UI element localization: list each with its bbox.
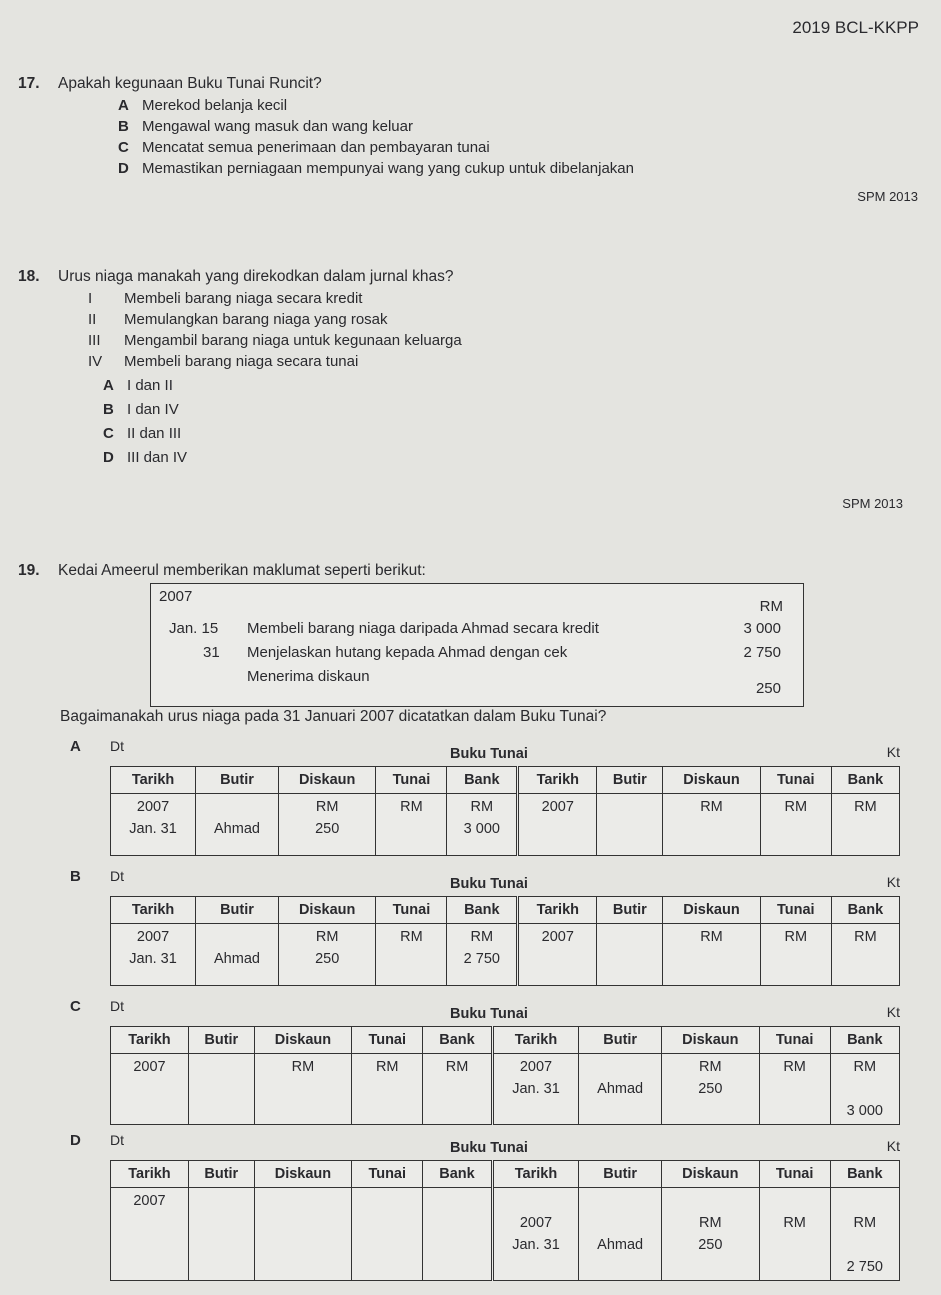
table-cell: RM 250 <box>662 1188 760 1281</box>
table-cell <box>597 924 663 986</box>
table-row <box>111 1054 900 1125</box>
option-letter: C <box>118 139 129 156</box>
table-title: Buku Tunai <box>450 876 528 892</box>
question-number: 18. <box>18 268 40 285</box>
table-row <box>111 794 900 856</box>
column-header: Tarikh <box>518 767 597 794</box>
column-header: Tunai <box>760 767 831 794</box>
source-label: SPM 2013 <box>842 496 903 511</box>
column-header: Diskaun <box>278 767 376 794</box>
header-row <box>111 897 900 924</box>
table-cell: Ahmad <box>579 1054 662 1125</box>
table-title: Buku Tunai <box>450 1006 528 1022</box>
answer-option-d[interactable] <box>70 1132 900 1275</box>
option-letter: A <box>70 738 81 755</box>
info-date: Jan. 15 <box>169 620 219 637</box>
column-header: Tunai <box>376 897 447 924</box>
option-letter: B <box>103 401 114 418</box>
answer-option <box>118 139 918 156</box>
debit-label: Dt <box>110 738 124 754</box>
info-description: Menjelaskan hutang kepada Ahmad dengan cek <box>247 644 568 661</box>
roman-numeral: I <box>88 290 93 307</box>
table-cell: RM <box>352 1054 423 1125</box>
info-amount: 250 <box>755 680 781 697</box>
statement-text: Membeli barang niaga secara tunai <box>124 353 359 370</box>
roman-numeral: IV <box>88 353 103 370</box>
table-cell: RM <box>663 924 761 986</box>
table-cell: RM 250 <box>278 924 376 986</box>
roman-numeral: II <box>88 311 97 328</box>
question-number: 19. <box>18 562 40 579</box>
cash-book-table <box>110 896 900 986</box>
table-cell <box>423 1188 492 1281</box>
option-text: II dan III <box>127 425 182 442</box>
option-letter: C <box>70 998 81 1015</box>
credit-label: Kt <box>886 874 900 890</box>
table-cell: RM 2 750 <box>830 1188 899 1281</box>
option-letter: D <box>70 1132 81 1149</box>
column-header: Tarikh <box>492 1161 579 1188</box>
option-text: III dan IV <box>127 449 188 466</box>
table-cell: RM <box>759 1054 830 1125</box>
header-row <box>111 1027 900 1054</box>
column-header: Tunai <box>376 767 447 794</box>
info-year: 2007 <box>159 588 193 605</box>
table-row <box>111 924 900 986</box>
table-cell: Ahmad <box>196 924 279 986</box>
cash-book-table <box>110 766 900 856</box>
transaction-info-box <box>150 583 804 707</box>
column-header: Tunai <box>760 897 831 924</box>
column-header: Butir <box>188 1161 254 1188</box>
table-cell: RM <box>423 1054 492 1125</box>
table-cell: Ahmad <box>579 1188 662 1281</box>
question-text: Kedai Ameerul memberikan maklumat seperti berikut: <box>58 562 426 579</box>
column-header: Diskaun <box>278 897 376 924</box>
column-header: Butir <box>579 1161 662 1188</box>
cash-book-table <box>110 1160 900 1281</box>
option-letter: D <box>118 160 129 177</box>
option-letter: B <box>70 868 81 885</box>
statement-item <box>88 353 903 370</box>
option-letter: D <box>103 449 114 466</box>
column-header: Bank <box>830 1027 899 1054</box>
answer-option-a[interactable] <box>70 738 900 868</box>
table-cell: RM <box>831 794 899 856</box>
table-title: Buku Tunai <box>450 1140 528 1156</box>
table-cell: 2007 Jan. 31 <box>492 1054 579 1125</box>
table-cell: RM <box>760 924 831 986</box>
table-cell: RM <box>663 794 761 856</box>
column-header: Diskaun <box>254 1027 352 1054</box>
option-text: Mengawal wang masuk dan wang keluar <box>142 118 413 135</box>
statement-text: Mengambil barang niaga untuk kegunaan keluarga <box>124 332 462 349</box>
column-header: Tarikh <box>111 1161 189 1188</box>
roman-numeral: III <box>88 332 101 349</box>
column-header: Tunai <box>352 1161 423 1188</box>
table-cell: RM 3 000 <box>447 794 518 856</box>
column-header: Bank <box>447 897 518 924</box>
table-cell: 2007 <box>518 794 597 856</box>
option-text: I dan II <box>127 377 173 394</box>
debit-label: Dt <box>110 868 124 884</box>
table-cell: RM 3 000 <box>830 1054 899 1125</box>
column-header: Butir <box>597 897 663 924</box>
table-row <box>111 1188 900 1281</box>
table-cell: RM <box>376 924 447 986</box>
question-19-intro <box>18 562 426 580</box>
statement-text: Membeli barang niaga secara kredit <box>124 290 363 307</box>
table-cell: RM <box>376 794 447 856</box>
table-cell: RM <box>254 1054 352 1125</box>
option-letter: C <box>103 425 114 442</box>
source-label: SPM 2013 <box>857 189 918 204</box>
column-header: Tarikh <box>111 1027 189 1054</box>
column-header: Bank <box>831 767 899 794</box>
column-header: Bank <box>830 1161 899 1188</box>
answer-option <box>103 425 903 442</box>
table-cell: RM <box>831 924 899 986</box>
column-header: Butir <box>597 767 663 794</box>
table-cell: RM <box>760 794 831 856</box>
credit-label: Kt <box>886 744 900 760</box>
debit-label: Dt <box>110 998 124 1014</box>
answer-option-b[interactable] <box>70 868 900 998</box>
column-header: Butir <box>196 897 279 924</box>
table-cell <box>188 1054 254 1125</box>
column-header: Diskaun <box>662 1161 760 1188</box>
statement-text: Memulangkan barang niaga yang rosak <box>124 311 388 328</box>
option-text: Merekod belanja kecil <box>142 97 288 114</box>
question-text: Urus niaga manakah yang direkodkan dalam jurnal khas? <box>58 268 454 285</box>
table-cell: RM 250 <box>278 794 376 856</box>
column-header: Tarikh <box>111 897 196 924</box>
table-title: Buku Tunai <box>450 746 528 762</box>
answer-option-c[interactable] <box>70 998 900 1128</box>
option-letter: B <box>118 118 129 135</box>
answer-option <box>103 449 903 466</box>
answer-option <box>118 97 918 114</box>
column-header: Diskaun <box>663 767 761 794</box>
column-header: Tarikh <box>518 897 597 924</box>
info-amount: 2 750 <box>743 644 781 661</box>
column-header: Butir <box>196 767 279 794</box>
cash-book-table <box>110 1026 900 1125</box>
column-header: Diskaun <box>254 1161 352 1188</box>
question-number: 17. <box>18 75 40 92</box>
table-cell: 2007 <box>111 1054 189 1125</box>
option-letter: A <box>103 377 114 394</box>
answer-option <box>103 377 903 394</box>
table-cell: 2007 Jan. 31 <box>492 1188 579 1281</box>
answer-option <box>118 160 918 177</box>
debit-label: Dt <box>110 1132 124 1148</box>
column-header: Tunai <box>759 1027 830 1054</box>
option-text: Mencatat semua penerimaan dan pembayaran tunai <box>142 139 490 156</box>
answer-option <box>103 401 903 418</box>
column-header: Bank <box>831 897 899 924</box>
column-header: Diskaun <box>662 1027 760 1054</box>
statement-item <box>88 290 903 307</box>
column-header: Tarikh <box>492 1027 579 1054</box>
question-18 <box>18 268 903 511</box>
column-header: Bank <box>447 767 518 794</box>
table-cell: 2007 Jan. 31 <box>111 794 196 856</box>
column-header: Butir <box>579 1027 662 1054</box>
info-description: Membeli barang niaga daripada Ahmad secara kredit <box>247 620 599 637</box>
info-description: Menerima diskaun <box>247 668 370 685</box>
question-19-text: Bagaimanakah urus niaga pada 31 Januari 2007 dicatatkan dalam Buku Tunai? <box>60 708 607 725</box>
option-text: I dan IV <box>127 401 179 418</box>
statement-item <box>88 311 903 328</box>
table-cell <box>597 794 663 856</box>
column-header: Butir <box>188 1027 254 1054</box>
table-cell: Ahmad <box>196 794 279 856</box>
column-header: Diskaun <box>663 897 761 924</box>
question-text: Apakah kegunaan Buku Tunai Runcit? <box>58 75 322 92</box>
answer-option <box>118 118 918 135</box>
statement-item <box>88 332 903 349</box>
column-header: Tunai <box>759 1161 830 1188</box>
info-date: 31 <box>203 644 220 661</box>
column-header: Tarikh <box>111 767 196 794</box>
table-cell <box>352 1188 423 1281</box>
table-cell: RM <box>759 1188 830 1281</box>
credit-label: Kt <box>886 1004 900 1020</box>
credit-label: Kt <box>886 1138 900 1154</box>
question-17 <box>18 75 918 204</box>
column-header: Bank <box>423 1027 492 1054</box>
option-letter: A <box>118 97 129 114</box>
table-cell: 2007 <box>111 1188 189 1281</box>
column-header: Bank <box>423 1161 492 1188</box>
header-row <box>111 767 900 794</box>
info-currency: RM <box>759 598 783 615</box>
info-amount: 3 000 <box>743 620 781 637</box>
table-cell <box>254 1188 352 1281</box>
table-cell <box>188 1188 254 1281</box>
header-row <box>111 1161 900 1188</box>
column-header: Tunai <box>352 1027 423 1054</box>
option-text: Memastikan perniagaan mempunyai wang yang cukup untuk dibelanjakan <box>142 160 634 177</box>
table-cell: RM 250 <box>662 1054 760 1125</box>
table-cell: 2007 <box>518 924 597 986</box>
page-header: 2019 BCL-KKPP <box>792 18 919 37</box>
table-cell: RM 2 750 <box>447 924 518 986</box>
table-cell: 2007 Jan. 31 <box>111 924 196 986</box>
